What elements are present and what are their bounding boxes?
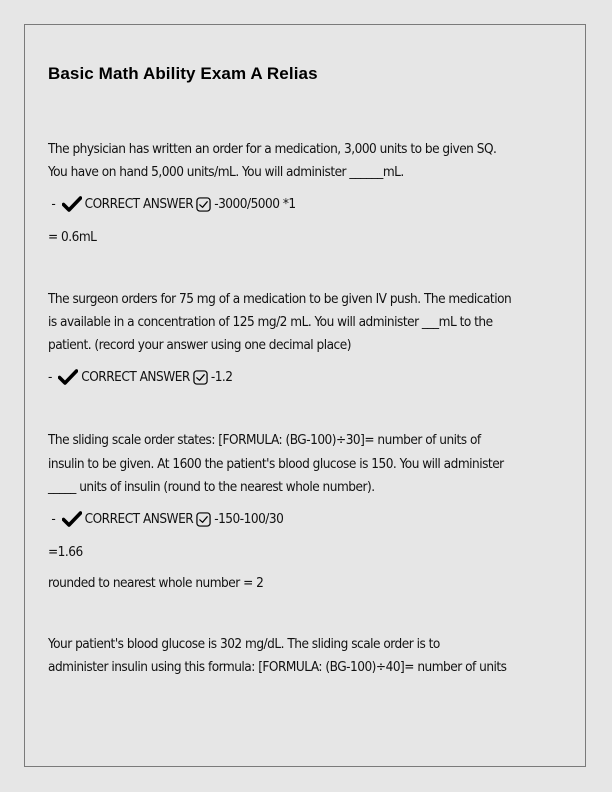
answer-label: CORRECT ANSWER bbox=[81, 369, 190, 385]
question-4-line-2: administer insulin using this formula: [FORMULA: (BG-100)÷40]= number of units bbox=[48, 659, 507, 675]
document-title: Basic Math Ability Exam A Relias bbox=[48, 64, 318, 83]
question-2-line-3: patient. (record your answer using one decimal place) bbox=[48, 337, 351, 353]
question-1-line-2: You have on hand 5,000 units/mL. You will administer ______mL. bbox=[48, 164, 404, 180]
question-3-extra-2: rounded to nearest whole number = 2 bbox=[48, 575, 264, 591]
answer-text: -1.2 bbox=[210, 369, 233, 385]
question-1-extra-1: = 0.6mL bbox=[48, 229, 97, 245]
checked-box-icon bbox=[196, 512, 211, 527]
checkmark-icon bbox=[62, 196, 82, 212]
checked-box-icon bbox=[193, 370, 208, 385]
answer-text: -3000/5000 *1 bbox=[214, 196, 296, 212]
answer-prefix: - bbox=[48, 196, 59, 212]
checked-box-icon bbox=[196, 197, 211, 212]
question-3-extra-1: =1.66 bbox=[48, 544, 83, 560]
question-3-answer bbox=[48, 511, 283, 527]
answer-label: CORRECT ANSWER bbox=[84, 196, 194, 212]
answer-text: -150-100/30 bbox=[214, 511, 284, 527]
question-3-line-2: insulin to be given. At 1600 the patient's blood glucose is 150. You will administer bbox=[48, 456, 504, 472]
question-2-line-2: is available in a concentration of 125 mg/2 mL. You will administer ___mL to the bbox=[48, 314, 493, 330]
answer-label: CORRECT ANSWER bbox=[84, 511, 194, 527]
question-3-line-3: _____ units of insulin (round to the nearest whole number). bbox=[48, 479, 375, 495]
answer-prefix: - bbox=[48, 511, 59, 527]
question-1-line-1: The physician has written an order for a medication, 3,000 units to be given SQ. bbox=[48, 141, 497, 157]
checkmark-icon bbox=[62, 511, 82, 527]
question-2-line-1: The surgeon orders for 75 mg of a medication to be given IV push. The medication bbox=[48, 291, 512, 307]
document-page bbox=[24, 24, 586, 767]
question-3-line-1: The sliding scale order states: [FORMULA: (BG-100)÷30]= number of units of bbox=[48, 432, 481, 448]
question-2-answer bbox=[48, 369, 233, 385]
question-4-line-1: Your patient's blood glucose is 302 mg/dL. The sliding scale order is to bbox=[48, 636, 440, 652]
question-1-answer bbox=[48, 196, 296, 212]
answer-prefix: - bbox=[48, 369, 56, 385]
checkmark-icon bbox=[58, 369, 78, 385]
